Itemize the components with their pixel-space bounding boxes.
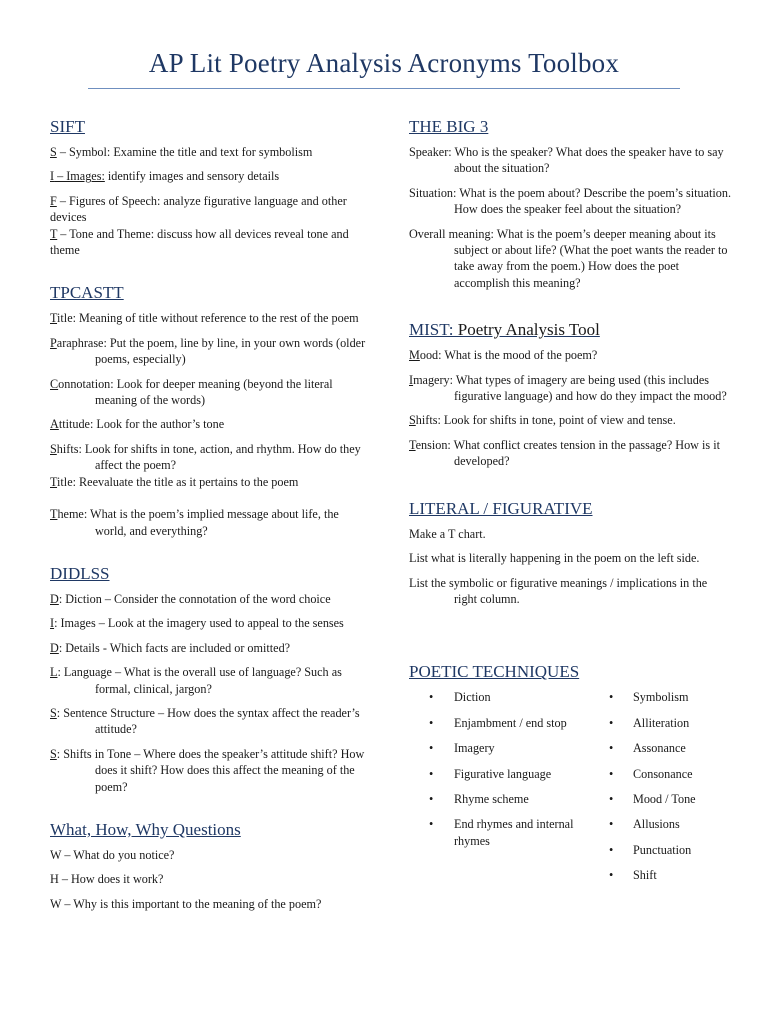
didlss-section <box>50 563 372 795</box>
technique-label: Punctuation <box>633 842 692 857</box>
bullet-icon: • <box>609 741 614 756</box>
technique-item <box>409 740 609 756</box>
tpcastt-section <box>50 282 372 538</box>
bullet-icon: • <box>609 842 614 857</box>
tpcastt-item-connotation: Connotation: Look for deeper meaning (beyond the literal meaning of the words) <box>50 376 333 408</box>
technique-label: Consonance <box>633 766 693 781</box>
title-underline <box>88 88 680 89</box>
tpcastt-item-title-again: Title: Reevaluate the title as it pertains to the poem <box>50 474 299 489</box>
tpcastt-heading: TPCASTT <box>50 283 124 303</box>
technique-label: Allusions <box>633 817 680 832</box>
technique-label: Rhyme scheme <box>454 791 529 806</box>
sift-item-i: I – Images: identify images and sensory details <box>50 169 280 184</box>
poetic-techniques-section <box>409 661 733 892</box>
bullet-icon: • <box>609 715 614 730</box>
right-column <box>409 116 733 893</box>
technique-label: Figurative language <box>454 766 552 781</box>
literal-figurative-section <box>409 498 733 608</box>
bullet-icon: • <box>429 715 434 730</box>
mist-item-mood: Mood: What is the mood of the poem? <box>409 348 598 363</box>
big3-item-speaker: Speaker: Who is the speaker? What does the speaker have to say about the situation? <box>409 145 724 176</box>
technique-item <box>409 816 609 849</box>
literal-figurative-heading: LITERAL / FIGURATIVE <box>409 498 593 518</box>
bullet-icon: • <box>609 690 614 705</box>
techniques-lists <box>409 689 733 892</box>
bullet-icon: • <box>429 791 434 806</box>
techniques-list-left <box>409 689 609 892</box>
techniques-list-right <box>609 689 733 892</box>
literal-line-left: List what is literally happening in the poem on the left side. <box>409 551 700 566</box>
tpcastt-item-shifts: Shifts: Look for shifts in tone, action, and rhythm. How do they affect the poem? <box>50 441 361 473</box>
technique-item <box>409 766 609 782</box>
sift-section <box>50 116 372 258</box>
whw-item-what: W – What do you notice? <box>50 847 175 862</box>
literal-intro: Make a T chart. <box>409 526 486 541</box>
technique-label: Enjambment / end stop <box>454 715 567 730</box>
sift-item-t: T – Tone and Theme: discuss how all devices reveal tone and theme <box>50 226 349 258</box>
technique-item <box>609 791 733 807</box>
whw-item-how: H – How does it work? <box>50 872 164 887</box>
what-how-why-section <box>50 819 372 912</box>
technique-item <box>409 689 609 705</box>
technique-label: Alliteration <box>633 715 690 730</box>
technique-item <box>609 715 733 731</box>
page-title: AP Lit Poetry Analysis Acronyms Toolbox <box>148 48 620 78</box>
big3-item-situation: Situation: What is the poem about? Describe the poem’s situation. How does the speaker feel about the situation? <box>409 185 732 217</box>
sift-item-s: S – Symbol: Examine the title and text for symbolism <box>50 145 313 159</box>
technique-label: Shift <box>633 868 657 883</box>
technique-item <box>609 689 733 705</box>
poetic-techniques-heading: POETIC TECHNIQUES <box>409 662 580 682</box>
technique-label: Mood / Tone <box>633 791 696 806</box>
mist-item-shifts: Shifts: Look for shifts in tone, point of view and tense. <box>409 413 676 428</box>
didlss-item-sentence-structure: S: Sentence Structure – How does the syntax affect the reader’s attitude? <box>50 705 360 737</box>
bullet-icon: • <box>609 817 614 832</box>
bullet-icon: • <box>609 791 614 806</box>
technique-label: Diction <box>454 690 491 705</box>
technique-item <box>409 791 609 807</box>
sift-item-f: F – Figures of Speech: analyze figurative language and other devices <box>50 193 347 225</box>
didlss-item-language: L: Language – What is the overall use of language? Such as formal, clinical, jargon? <box>50 665 342 696</box>
big3-heading: THE BIG 3 <box>409 117 489 136</box>
didlss-item-images: I: Images – Look at the imagery used to appeal to the senses <box>50 616 344 631</box>
technique-label: Assonance <box>633 741 686 756</box>
didlss-item-details: D: Details - Which facts are included or omitted? <box>50 640 291 655</box>
left-column <box>50 116 372 920</box>
tpcastt-item-paraphrase: Paraphrase: Put the poem, line by line, in your own words (older poems, especially) <box>50 335 366 367</box>
didlss-item-shifts-in-tone: S: Shifts in Tone – Where does the speaker’s attitude shift? How does it shift? How does this affect the meaning of the poem? <box>50 746 365 794</box>
bullet-icon: • <box>609 766 614 781</box>
bullet-icon: • <box>429 766 434 781</box>
sift-heading: SIFT <box>50 117 85 136</box>
tpcastt-item-attitude: Attitude: Look for the author’s tone <box>50 417 225 432</box>
big3-item-overall-meaning: Overall meaning: What is the poem’s deeper meaning about its subject or about life? (What the poet wants the reader to take away from the poem.) How does the poet accomplish this meaning? <box>409 226 728 290</box>
technique-label: Imagery <box>454 741 495 756</box>
big3-section <box>409 116 733 291</box>
bullet-icon: • <box>609 868 614 883</box>
mist-item-tension: Tension: What conflict creates tension in the passage? How is it developed? <box>409 437 720 469</box>
tpcastt-item-theme: Theme: What is the poem’s implied message about life, the world, and everything? <box>50 507 339 538</box>
technique-label: End rhymes and internal rhymes <box>454 817 574 848</box>
technique-item <box>609 740 733 756</box>
bullet-icon: • <box>429 817 434 832</box>
technique-item <box>609 816 733 832</box>
whw-item-why: W – Why is this important to the meaning of the poem? <box>50 896 322 911</box>
technique-item <box>409 715 609 731</box>
mist-heading: MIST: Poetry Analysis Tool <box>409 320 600 340</box>
mist-item-imagery: Imagery: What types of imagery are being used (this includes figurative language) and how do they impact the mood? <box>409 372 727 404</box>
didlss-heading: DIDLSS <box>50 563 110 583</box>
technique-item <box>609 766 733 782</box>
bullet-icon: • <box>429 690 434 705</box>
what-how-why-heading: What, How, Why Questions <box>50 819 241 839</box>
technique-item <box>609 842 733 858</box>
mist-section <box>409 319 733 469</box>
technique-item <box>609 867 733 883</box>
technique-label: Symbolism <box>633 690 689 705</box>
bullet-icon: • <box>429 741 434 756</box>
didlss-item-diction: D: Diction – Consider the connotation of the word choice <box>50 591 331 606</box>
tpcastt-item-title: Title: Meaning of title without reference to the rest of the poem <box>50 311 359 326</box>
literal-line-right: List the symbolic or figurative meanings / implications in the right column. <box>409 575 708 606</box>
